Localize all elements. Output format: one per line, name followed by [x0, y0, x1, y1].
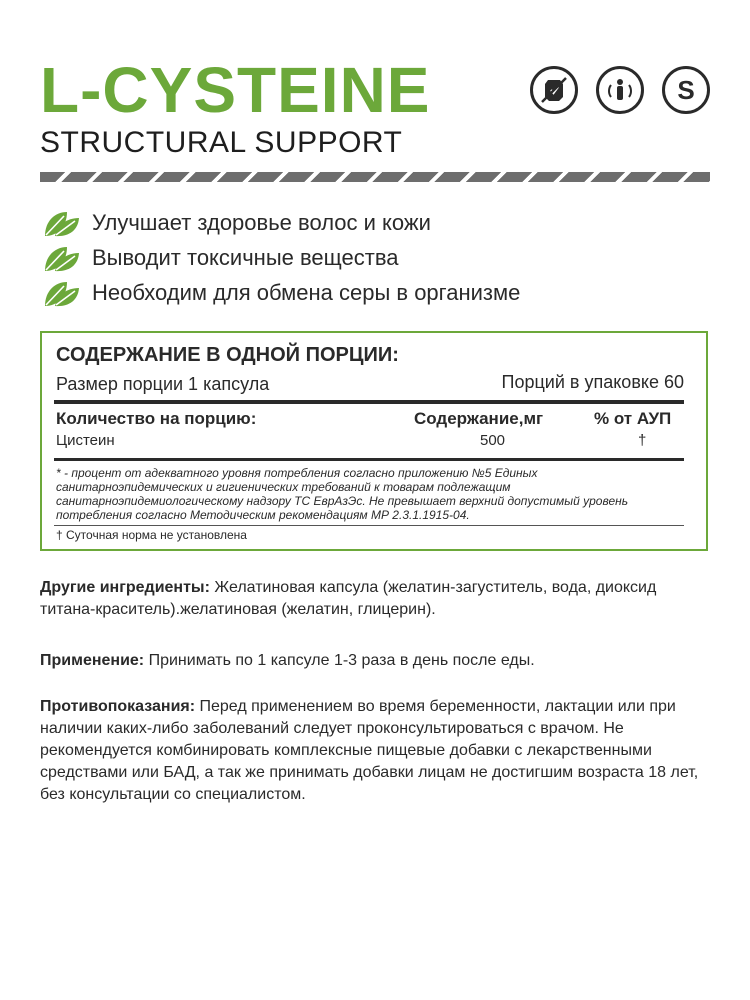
ingredient-name: Цистеин [56, 432, 115, 449]
benefit-item [42, 205, 520, 240]
benefits-list [42, 205, 520, 310]
contraindications-text: Перед применением во время беременности, лактации или при наличии каких-либо заболеваний следует проконсультироваться с врачом. Не рекомендуется комбинировать комплексные пищевые добавки с лекарственными средствами или БАД, а так же принимать добавки лицам не достигшим возраста 18 лет, без консультации со специалистом. [40, 698, 699, 803]
leaf-icon [42, 207, 82, 239]
column-amount-header: Количество на порцию: [56, 409, 257, 428]
serving-size: Размер порции 1 капсула [56, 374, 270, 394]
usage-text: Принимать по 1 капсуле 1-3 раза в день после еды. [144, 652, 535, 669]
facts-heading: СОДЕРЖАНИЕ В ОДНОЙ ПОРЦИИ: [56, 344, 399, 366]
badge-row [530, 66, 710, 114]
s-letter-icon: S [662, 66, 710, 114]
divider-thin [54, 525, 684, 526]
no-leather-icon [530, 66, 578, 114]
benefit-item [42, 275, 520, 310]
benefit-text: Необходим для обмена серы в организме [92, 279, 521, 305]
other-ingredients [40, 577, 712, 621]
ingredient-value: 500 [480, 432, 506, 449]
servings-per-pack: Порций в упаковке 60 [501, 372, 684, 392]
product-title: L-CYSTEINE [40, 54, 431, 126]
contraindications-label: Противопоказания: [40, 698, 196, 715]
benefit-item [42, 240, 520, 275]
usage [40, 650, 712, 672]
facts-footnote: * - процент от адекватного уровня потребления согласно приложению №5 Единых санитарноэпидемических и гигиенических требований к товарам подлежащим санитарноэпидемиологическому надзору ТС ЕврАзЭс. Не превышает верхний допустимый уровень потребления согласно Методическим рекомендациям МР 2.3.1.1915-04. [56, 466, 629, 522]
other-ingredients-label: Другие ингредиенты: [40, 579, 210, 596]
product-subtitle: STRUCTURAL SUPPORT [40, 126, 403, 159]
benefit-text: Улучшает здоровье волос и кожи [92, 209, 431, 235]
person-cycle-icon [596, 66, 644, 114]
benefit-text: Выводит токсичные вещества [92, 244, 399, 270]
column-dv-header: % от АУП [594, 409, 672, 428]
supplement-facts-panel [40, 331, 708, 551]
divider-thick [54, 400, 684, 404]
usage-label: Применение: [40, 652, 145, 669]
leaf-icon [42, 242, 82, 274]
dagger-note: † Суточная норма не установлена [56, 528, 247, 542]
decorative-stripe [40, 172, 710, 182]
ingredient-dv: † [638, 432, 647, 449]
leaf-icon [42, 277, 82, 309]
contraindications [40, 696, 712, 806]
other-ingredients-text: Желатиновая капсула (желатин-загуститель, вода, диоксид титана-краситель).желатиновая (желатин, глицерин). [40, 579, 657, 618]
column-content-header: Содержание,мг [414, 409, 544, 428]
divider-medium [54, 458, 684, 461]
